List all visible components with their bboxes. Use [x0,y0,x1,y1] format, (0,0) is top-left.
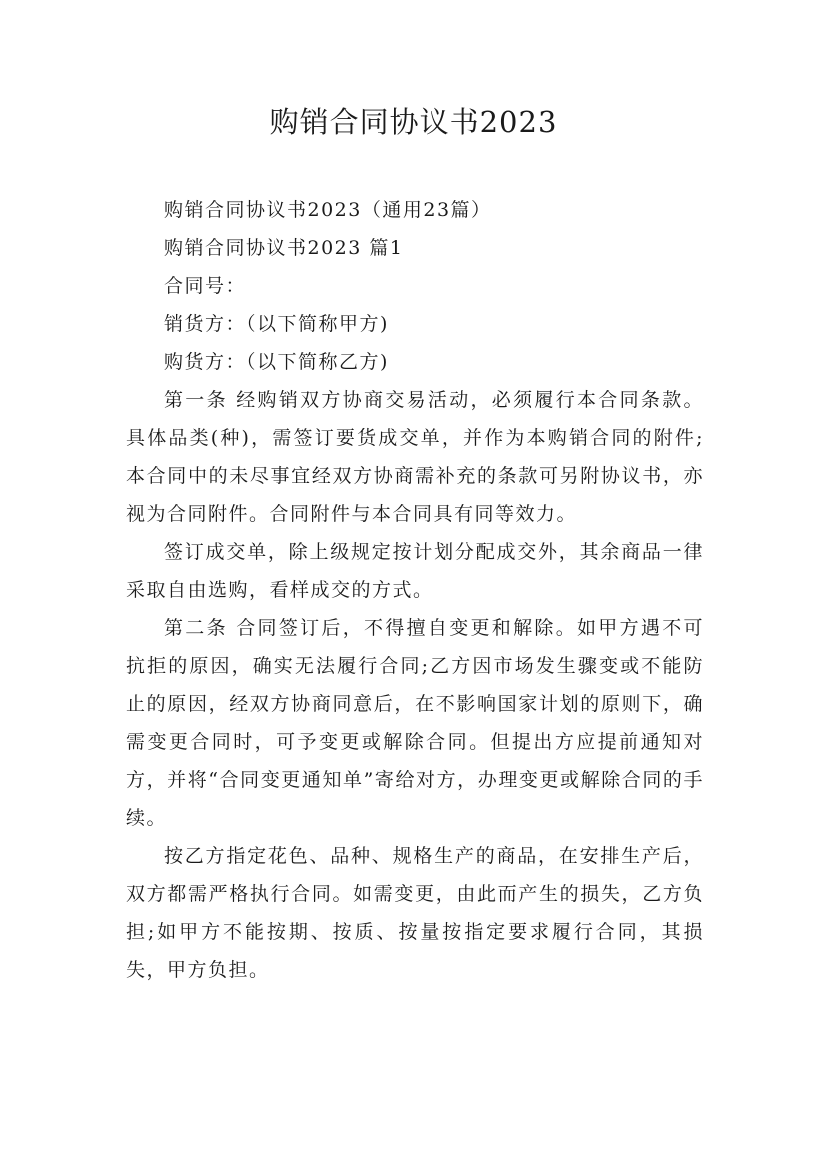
section-heading: 购销合同协议书2023 篇1 [164,237,404,259]
seller-line: 销货方：（以下简称甲方) [164,313,389,335]
document-title: 购销合同协议书2023 [269,105,558,139]
article-one-paragraph: 第一条 经购销双方协商交易活动，必须履行本合同条款。具体品类(种)，需签订要货成交单，并作为本购销合同的附件;本合同中的未尽事宜经双方协商需补充的条款可另附协议书，亦视为合同附件。合同附件与本合同具有同等效力。 [126,389,704,525]
contract-number-line: 合同号： [164,275,247,297]
document-body [126,191,704,989]
order-sheet-paragraph: 签订成交单，除上级规定按计划分配成交外，其余商品一律采取自由选购，看样成交的方式。 [126,541,704,601]
subtitle-line: 购销合同协议书2023（通用23篇） [164,199,492,221]
buyer-line: 购货方：（以下简称乙方) [164,351,389,373]
article-two-paragraph: 第二条 合同签订后，不得擅自变更和解除。如甲方遇不可抗拒的原因，确实无法履行合同;乙方因市场发生骤变或不能防止的原因，经双方协商同意后，在不影响国家计划的原则下，确需变更合同时，可予变更或解除合同。但提出方应提前通知对方，并将“合同变更通知单”寄给对方，办理变更或解除合同的手续。 [126,617,704,829]
specified-goods-paragraph: 按乙方指定花色、品种、规格生产的商品，在安排生产后，双方都需严格执行合同。如需变更，由此而产生的损失，乙方负担;如甲方不能按期、按质、按量按指定要求履行合同，其损失，甲方负担。 [126,845,704,981]
